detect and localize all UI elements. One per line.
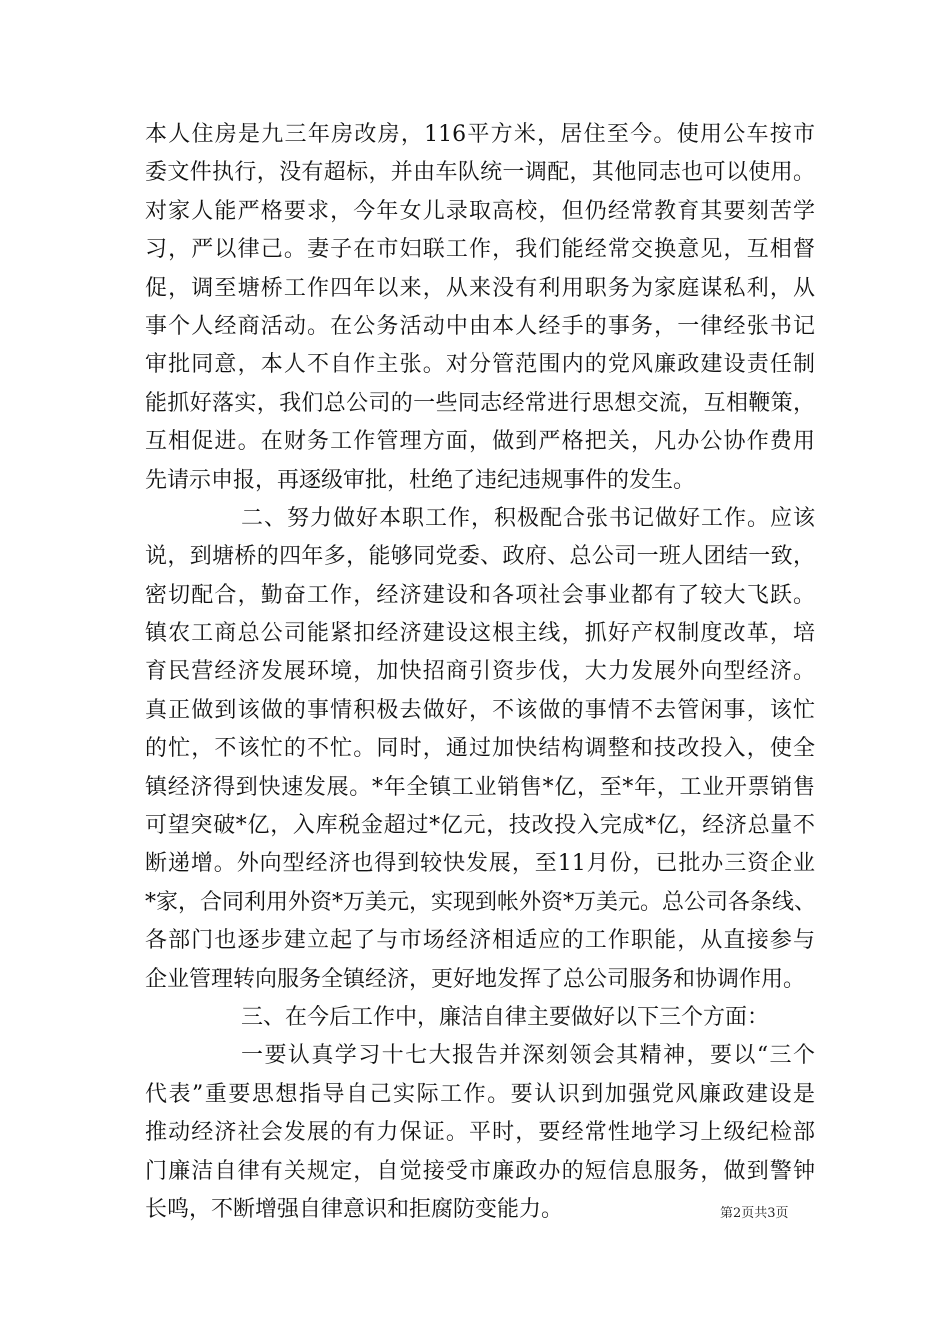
text-line: 断递增。外向型经济也得到较快发展，至11月份，已批办三资企业 — [145, 851, 815, 877]
text-line: 门廉洁自律有关规定，自觉接受市廉政办的短信息服务，做到警钟 — [145, 1158, 815, 1184]
text-line: 长鸣，不断增强自律意识和拒腐防变能力。 — [145, 1196, 564, 1222]
text-line: *家，合同利用外资*万美元，实现到帐外资*万美元。总公司各条线、 — [145, 889, 817, 915]
text-line: 说，到塘桥的四年多，能够同党委、政府、总公司一班人团结一致， — [145, 544, 815, 570]
text-line: 审批同意，本人不自作主张。对分管范围内的党风廉政建设责任制 — [145, 352, 815, 378]
body-text — [145, 116, 815, 1229]
text-line: 真正做到该做的事情积极去做好，不该做的事情不去管闲事，该忙 — [145, 697, 815, 723]
text-line: 事个人经商活动。在公务活动中由本人经手的事务，一律经张书记 — [145, 313, 815, 339]
text-line: 先请示申报，再逐级审批，杜绝了违纪违规事件的发生。 — [145, 467, 696, 493]
text-line: 镇农工商总公司能紧扣经济建设这根主线，抓好产权制度改革，培 — [145, 621, 815, 647]
text-line: 的忙，不该忙的不忙。同时，通过加快结构调整和技改投入，使全 — [145, 736, 815, 762]
text-line: 促，调至塘桥工作四年以来，从来没有利用职务为家庭谋私利，从 — [145, 275, 815, 301]
text-line: 育民营经济发展环境，加快招商引资步伐，大力发展外向型经济。 — [145, 659, 815, 685]
text-line: 各部门也逐步建立起了与市场经济相适应的工作职能，从直接参与 — [145, 928, 815, 954]
text-line: 可望突破*亿，入库税金超过*亿元，技改投入完成*亿，经济总量不 — [145, 813, 815, 839]
section-heading: 二、努力做好本职工作，积极配合张书记做好工作。应该 — [241, 505, 815, 531]
text-line: 本人住房是九三年房改房，116平方米，居住至今。使用公车按市 — [145, 122, 815, 147]
text-line: 代表”重要思想指导自己实际工作。要认识到加强党风廉政建设是 — [145, 1081, 815, 1107]
text-line: 密切配合，勤奋工作，经济建设和各项社会事业都有了较大飞跃。 — [145, 582, 815, 608]
text-line: 企业管理转向服务全镇经济，更好地发挥了总公司服务和协调作用。 — [145, 966, 806, 992]
text-line: 对家人能严格要求，今年女儿录取高校，但仍经常教育其要刻苦学 — [145, 198, 815, 224]
text-line: 能抓好落实，我们总公司的一些同志经常进行思想交流，互相鞭策， — [145, 390, 815, 416]
text-line: 一要认真学习十七大报告并深刻领会其精神，要以“三个 — [241, 1043, 815, 1069]
text-line: 习，严以律己。妻子在市妇联工作，我们能经常交换意见，互相督 — [145, 237, 815, 263]
text-line: 互相促进。在财务工作管理方面，做到严格把关，凡办公协作费用 — [145, 429, 815, 455]
text-line: 委文件执行，没有超标，并由车队统一调配，其他同志也可以使用。 — [145, 160, 815, 186]
text-line: 镇经济得到快速发展。*年全镇工业销售*亿，至*年，工业开票销售 — [145, 774, 815, 800]
section-heading: 三、在今后工作中，廉洁自律主要做好以下三个方面： — [241, 1004, 770, 1030]
text-line: 推动经济社会发展的有力保证。平时，要经常性地学习上级纪检部 — [145, 1120, 815, 1146]
page-number: 第2页共3页 — [720, 1206, 789, 1221]
